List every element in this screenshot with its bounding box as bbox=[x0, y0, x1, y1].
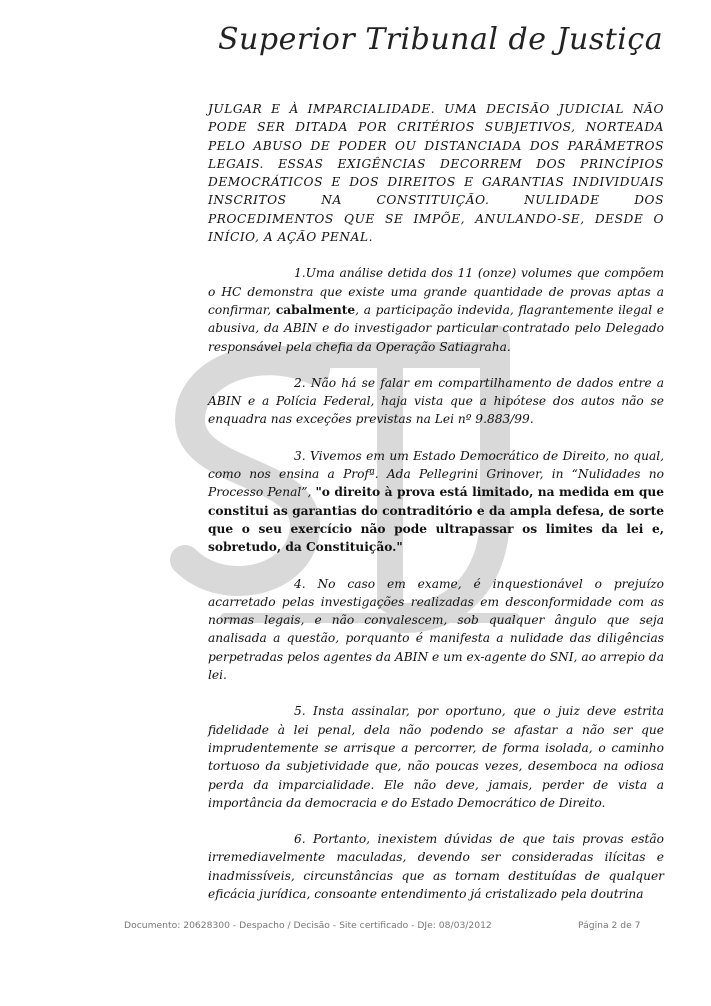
footer-page-number: Página 2 de 7 bbox=[578, 920, 641, 931]
ementa-paragraph: JULGAR E À IMPARCIALIDADE. UMA DECISÃO JUDICIAL NÃO PODE SER DITADA POR CRITÉRIOS SUBJETIVOS, NORTEADA PELO ABUSO DE PODER OU DISTANCIADA DOS PARÂMETROS LEGAIS. ESSAS EXIGÊNCIAS DECORREM DOS PRINCÍPIOS DEMOCRÁTICOS E DOS DIREITOS E GARANTIAS INDIVIDUAIS INSCRITOS NA CONSTITUIÇÃO. NULIDADE DOS PROCEDIMENTOS QUE SE IMPÕE, ANULANDO-SE, DESDE O INÍCIO, A AÇÃO PENAL. bbox=[208, 102, 664, 245]
paragraph-3-quote: "o direito à prova está limitado, na medida em que constitui as garantias do contraditório e da ampla defesa, de sorte que o seu exercício não pode ultrapassar os limites da lei e, sobretudo, da Constituição." bbox=[208, 485, 664, 555]
paragraph-1-text-end: , a participação indevida, flagrantemente ilegal e abusiva, da ABIN e do investigador particular contratado pelo Delegado responsável pela chefia da Operação Satiagraha. bbox=[208, 302, 664, 354]
paragraph-6: 6. Portanto, inexistem dúvidas de que tais provas estão irremediavelmente maculadas, devendo ser consideradas ilícitas e inadmissíveis, circunstâncias que as tornam destituídas de qualquer eficácia jurídica, consoante entendimento já cristalizado pela doutrina bbox=[208, 832, 664, 901]
paragraph-3 bbox=[208, 447, 664, 557]
document-body bbox=[208, 100, 664, 919]
paragraph-4: 4. No caso em exame, é inquestionável o prejuízo acarretado pelas investigações realizadas em desconformidade com as normas legais, e não convalescem, sob qualquer ângulo que seja analisada a questão, porquanto é manifesta a nulidade das diligências perpetradas pelos agentes da ABIN e um ex-agente do SNI, ao arrepio da lei. bbox=[208, 576, 664, 683]
page-footer bbox=[0, 920, 711, 938]
paragraph-3-text: 3. Vivemos em um Estado Democrático de Direito, no qual, como nos ensina a Profª. Ada Pellegrini Grinover, in “Nulidades no Processo Penal”, bbox=[208, 448, 664, 500]
paragraph-5: 5. Insta assinalar, por oportuno, que o juiz deve estrita fidelidade à lei penal, dela não podendo se afastar a não ser que imprudentemente se arrisque a percorrer, de forma isolada, o caminho tortuoso da subjetividade que, não poucas vezes, desemboca na odiosa perda da imparcialidade. Ele não deve, jamais, perder de vista a importância da democracia e do Estado Democrático de Direito. bbox=[208, 704, 664, 810]
court-header-title: Superior Tribunal de Justiça bbox=[218, 22, 664, 57]
paragraph-1-bold: cabalmente bbox=[275, 302, 356, 317]
footer-document-info: Documento: 20628300 - Despacho / Decisão - Site certificado - DJe: 08/03/2012 bbox=[124, 920, 492, 931]
paragraph-2: 2. Não há se falar em compartilhamento de dados entre a ABIN e a Polícia Federal, haja vista que a hipótese dos autos não se enquadra nas exceções previstas na Lei nº 9.883/99. bbox=[208, 375, 664, 427]
paragraph-1 bbox=[208, 264, 664, 355]
paragraph-1-text: 1.Uma análise detida dos 11 (onze) volumes que compõem o HC demonstra que existe uma grande quantidade de provas aptas a confirmar, bbox=[208, 266, 664, 317]
